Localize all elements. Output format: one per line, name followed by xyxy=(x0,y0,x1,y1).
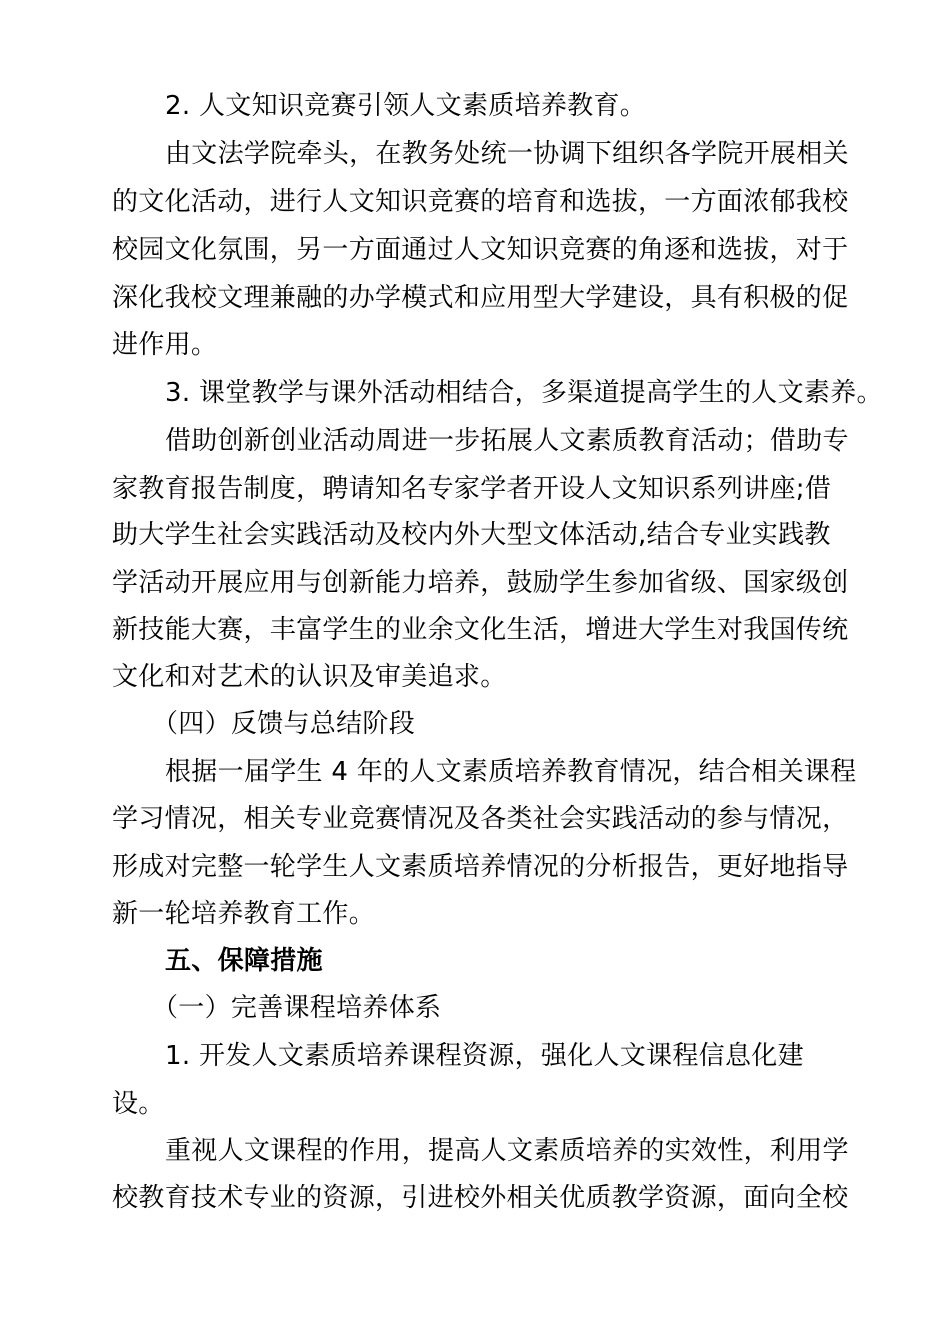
paragraph-line: 根据一届学生 4 年的人文素质培养教育情况，结合相关课程 xyxy=(165,757,857,787)
paragraph-line: 家教育报告制度，聘请知名专家学者开设人文知识系列讲座;借 xyxy=(112,474,832,504)
paragraph-line: 新技能大赛，丰富学生的业余文化生活，增进大学生对我国传统 xyxy=(112,615,849,645)
paragraph-line: 由文法学院牵头，在教务处统一协调下组织各学院开展相关 xyxy=(165,139,849,169)
paragraph-line: 重视人文课程的作用，提高人文素质培养的实效性，利用学 xyxy=(165,1136,849,1166)
paragraph-line: 借助创新创业活动周进一步拓展人文素质教育活动；借助专 xyxy=(165,426,849,456)
paragraph-line: 学习情况，相关专业竞赛情况及各类社会实践活动的参与情况， xyxy=(112,804,849,834)
paragraph-line: 的文化活动，进行人文知识竞赛的培育和选拔，一方面浓郁我校 xyxy=(112,187,849,217)
paragraph-line: 助大学生社会实践活动及校内外大型文体活动,结合专业实践教 xyxy=(112,520,831,550)
list-item-heading: 3. 课堂教学与课外活动相结合，多渠道提高学生的人文素养。 xyxy=(165,378,883,408)
paragraph-line: 深化我校文理兼融的办学模式和应用型大学建设，具有积极的促 xyxy=(112,283,849,313)
list-item-heading: 2. 人文知识竞赛引领人文素质培养教育。 xyxy=(165,91,647,121)
paragraph-line: 校教育技术专业的资源，引进校外相关优质教学资源，面向全校 xyxy=(112,1183,849,1213)
paragraph-line: 校园文化氛围，另一方面通过人文知识竞赛的角逐和选拔，对于 xyxy=(112,235,849,265)
paragraph-line: 文化和对艺术的认识及审美追求。 xyxy=(112,662,507,692)
list-item-heading: 设。 xyxy=(112,1089,165,1119)
list-item-heading: 1. 开发人文素质培养课程资源，强化人文课程信息化建 xyxy=(165,1041,804,1071)
section-subheading: （四）反馈与总结阶段 xyxy=(152,709,416,739)
paragraph-line: 进作用。 xyxy=(112,330,218,360)
section-heading: 五、保障措施 xyxy=(165,946,323,976)
section-subheading: （一）完善课程培养体系 xyxy=(152,993,442,1023)
paragraph-line: 学活动开展应用与创新能力培养，鼓励学生参加省级、国家级创 xyxy=(112,568,849,598)
paragraph-line: 形成对完整一轮学生人文素质培养情况的分析报告，更好地指导 xyxy=(112,852,849,882)
paragraph-line: 新一轮培养教育工作。 xyxy=(112,899,376,929)
